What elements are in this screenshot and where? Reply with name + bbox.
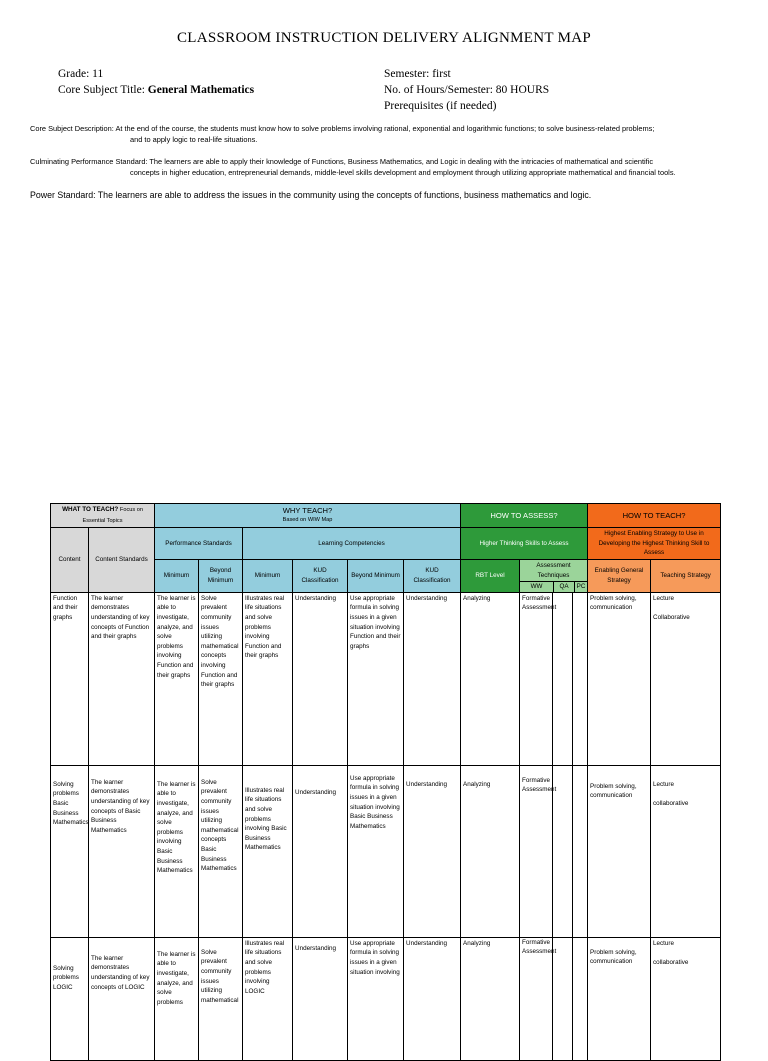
enabling-cell: Problem solving, communication — [588, 592, 651, 765]
ps-beyond-cell: Solve prevalent community issues utilizing mathematical concepts involving Function and their graphs — [199, 592, 243, 765]
ps-minimum-cell: The learner is able to investigate, analyze, and solve problems involving Function and their graphs — [155, 592, 199, 765]
what-to-teach-label: WHAT TO TEACH? — [62, 506, 119, 513]
table-row — [51, 592, 721, 765]
kud-cell-2: Understanding — [404, 937, 461, 1060]
lc-beyond-cell: Use appropriate formula in solving issues in a given situation involving — [348, 937, 404, 1060]
teaching-2: collaborative — [653, 800, 689, 808]
kud-cell-1: Understanding — [293, 765, 348, 937]
lc-beyond-header: Beyond Minimum — [348, 559, 404, 592]
ww-header: WW — [520, 582, 554, 592]
table-row — [51, 765, 721, 937]
what-to-teach-sub: Focus on Essential Topics — [82, 507, 143, 524]
highest-enabling-header: Highest Enabling Strategy to Use in Developing the Highest Thinking Skill to Assess — [588, 528, 721, 560]
ps-minimum-header: Minimum — [155, 559, 199, 592]
how-to-assess-header: HOW TO ASSESS? — [461, 504, 588, 528]
performance-standards-header: Performance Standards — [155, 528, 243, 560]
kud-header-1: KUD Classification — [293, 559, 348, 592]
core-description-line1: Core Subject Description: At the end of the course, the students must know how to solve problems involving rational, exponential and logarithmic functions; to solve business-related problems; — [30, 124, 655, 133]
culminating-line2: concepts in higher education, entrepreneurial demands, middle-level skills development and employment through utilizing appropriate mathematical and financial tools. — [130, 167, 676, 177]
qa-cell — [553, 592, 573, 765]
assessment-subheaders — [520, 581, 587, 592]
pc-cell — [573, 592, 588, 765]
hours-label: No. of Hours/Semester: 80 HOURS — [384, 84, 550, 96]
content-standards-header: Content Standards — [89, 528, 155, 593]
content-standards-cell: The learner demonstrates understanding of key concepts of Basic Business Mathematics — [89, 765, 155, 937]
pc-header: PC — [576, 583, 586, 591]
rbt-cell: Analyzing — [461, 937, 520, 1060]
teaching-2: collaborative — [653, 959, 689, 967]
ww-cell: Formative Assessment — [520, 592, 553, 765]
content-standards-cell: The learner demonstrates understanding of key concepts of LOGIC — [89, 937, 155, 1060]
ps-minimum-cell: The learner is able to investigate, analyze, and solve problems involving Basic Business Mathematics — [155, 765, 199, 937]
teaching-1: Lecture — [653, 939, 675, 947]
culminating-line1: Culminating Performance Standard: The learners are able to apply their knowledge of Functions, Business Mathematics, and Logic in dealing with the intricacies of mathematical and scientific — [30, 157, 654, 166]
lc-beyond-cell: Use appropriate formula in solving issues in a given situation involving Function and their graphs — [348, 592, 404, 765]
teaching-2: Collaborative — [653, 614, 690, 622]
enabling-cell: Problem solving, communication — [588, 937, 651, 1060]
document-title: CLASSROOM INSTRUCTION DELIVERY ALIGNMENT MAP — [176, 30, 592, 46]
ps-minimum-cell: The learner is able to investigate, analyze, and solve problems — [155, 937, 199, 1060]
teaching-cell — [651, 937, 721, 1060]
lc-minimum-header: Minimum — [243, 559, 293, 592]
content-standards-cell: The learner demonstrates understanding of key concepts of Function and their graphs — [89, 592, 155, 765]
prerequisites-label: Prerequisites (if needed) — [384, 100, 497, 112]
teaching-cell — [651, 592, 721, 765]
table-row — [51, 937, 721, 1060]
meta-right — [384, 66, 549, 114]
lc-beyond-cell: Use appropriate formula in solving issues in a given situation involving Basic Business Mathematics — [348, 765, 404, 937]
rbt-cell: Analyzing — [461, 765, 520, 937]
ps-beyond-cell: Solve prevalent community issues utilizing mathematical — [199, 937, 243, 1060]
ps-beyond-cell: Solve prevalent community issues utilizing mathematical concepts Basic Business Mathematics — [199, 765, 243, 937]
how-to-teach-header: HOW TO TEACH? — [588, 504, 721, 528]
learning-competencies-header: Learning Competencies — [243, 528, 461, 560]
kud-cell-1: Understanding — [293, 592, 348, 765]
what-to-teach-header — [51, 504, 155, 528]
lc-minimum-cell: Illustrates real life situations and solve problems involving LOGIC — [243, 937, 293, 1060]
assessment-techniques-label: Assessment Techniques — [536, 561, 571, 579]
content-cell: Function and their graphs — [51, 592, 89, 765]
culminating-performance-standard — [30, 157, 742, 178]
ww-cell: Formative Assessment — [520, 937, 553, 1060]
lc-minimum-cell: Illustrates real life situations and solve problems involving Basic Business Mathematics — [243, 765, 293, 937]
core-subject-description — [30, 124, 742, 145]
ps-beyond-header: Beyond Minimum — [199, 559, 243, 592]
kud-header-2: KUD Classification — [404, 559, 461, 592]
alignment-map-table — [50, 503, 721, 1061]
content-header: Content — [51, 528, 89, 593]
teaching-cell — [651, 765, 721, 937]
higher-thinking-header: Higher Thinking Skills to Assess — [461, 528, 588, 560]
core-subject-value: General Mathematics — [147, 84, 255, 96]
why-teach-header — [155, 504, 461, 528]
teaching-1: Lecture — [653, 780, 675, 788]
lc-minimum-cell: Illustrates real life situations and solve problems involving Function and their graphs — [243, 592, 293, 765]
qa-cell — [553, 937, 573, 1060]
enabling-cell: Problem solving, communication — [588, 765, 651, 937]
meta-left — [58, 66, 254, 98]
qa-header: QA — [554, 582, 575, 592]
grade-label: Grade: 11 — [58, 68, 104, 80]
core-description-line2: and to apply logic to real-life situations. — [130, 134, 258, 144]
ww-cell: Formative Assessment — [520, 765, 553, 937]
pc-cell — [573, 937, 588, 1060]
teaching-strategy-header: Teaching Strategy — [651, 559, 721, 592]
content-cell: Solving problems LOGIC — [51, 937, 89, 1060]
rbt-level-header: RBT Level — [461, 559, 520, 592]
pc-cell — [573, 765, 588, 937]
why-teach-sub: Based on WIW Map — [282, 516, 333, 523]
power-standard: Power Standard: The learners are able to address the issues in the community using the concepts of functions, business mathematics and logic. — [30, 190, 592, 200]
teaching-1: Lecture — [653, 594, 675, 602]
kud-cell-2: Understanding — [404, 765, 461, 937]
kud-cell-2: Understanding — [404, 592, 461, 765]
core-subject-line — [58, 82, 254, 98]
enabling-general-header: Enabling General Strategy — [588, 559, 651, 592]
semester-label: Semester: first — [384, 68, 451, 80]
rbt-cell: Analyzing — [461, 592, 520, 765]
kud-cell-1: Understanding — [293, 937, 348, 1060]
assessment-techniques-header — [520, 559, 588, 592]
content-cell: Solving problems Basic Business Mathematics — [51, 765, 89, 937]
core-subject-label: Core Subject Title: — [58, 84, 145, 96]
why-teach-label: WHY TEACH? — [282, 506, 333, 515]
